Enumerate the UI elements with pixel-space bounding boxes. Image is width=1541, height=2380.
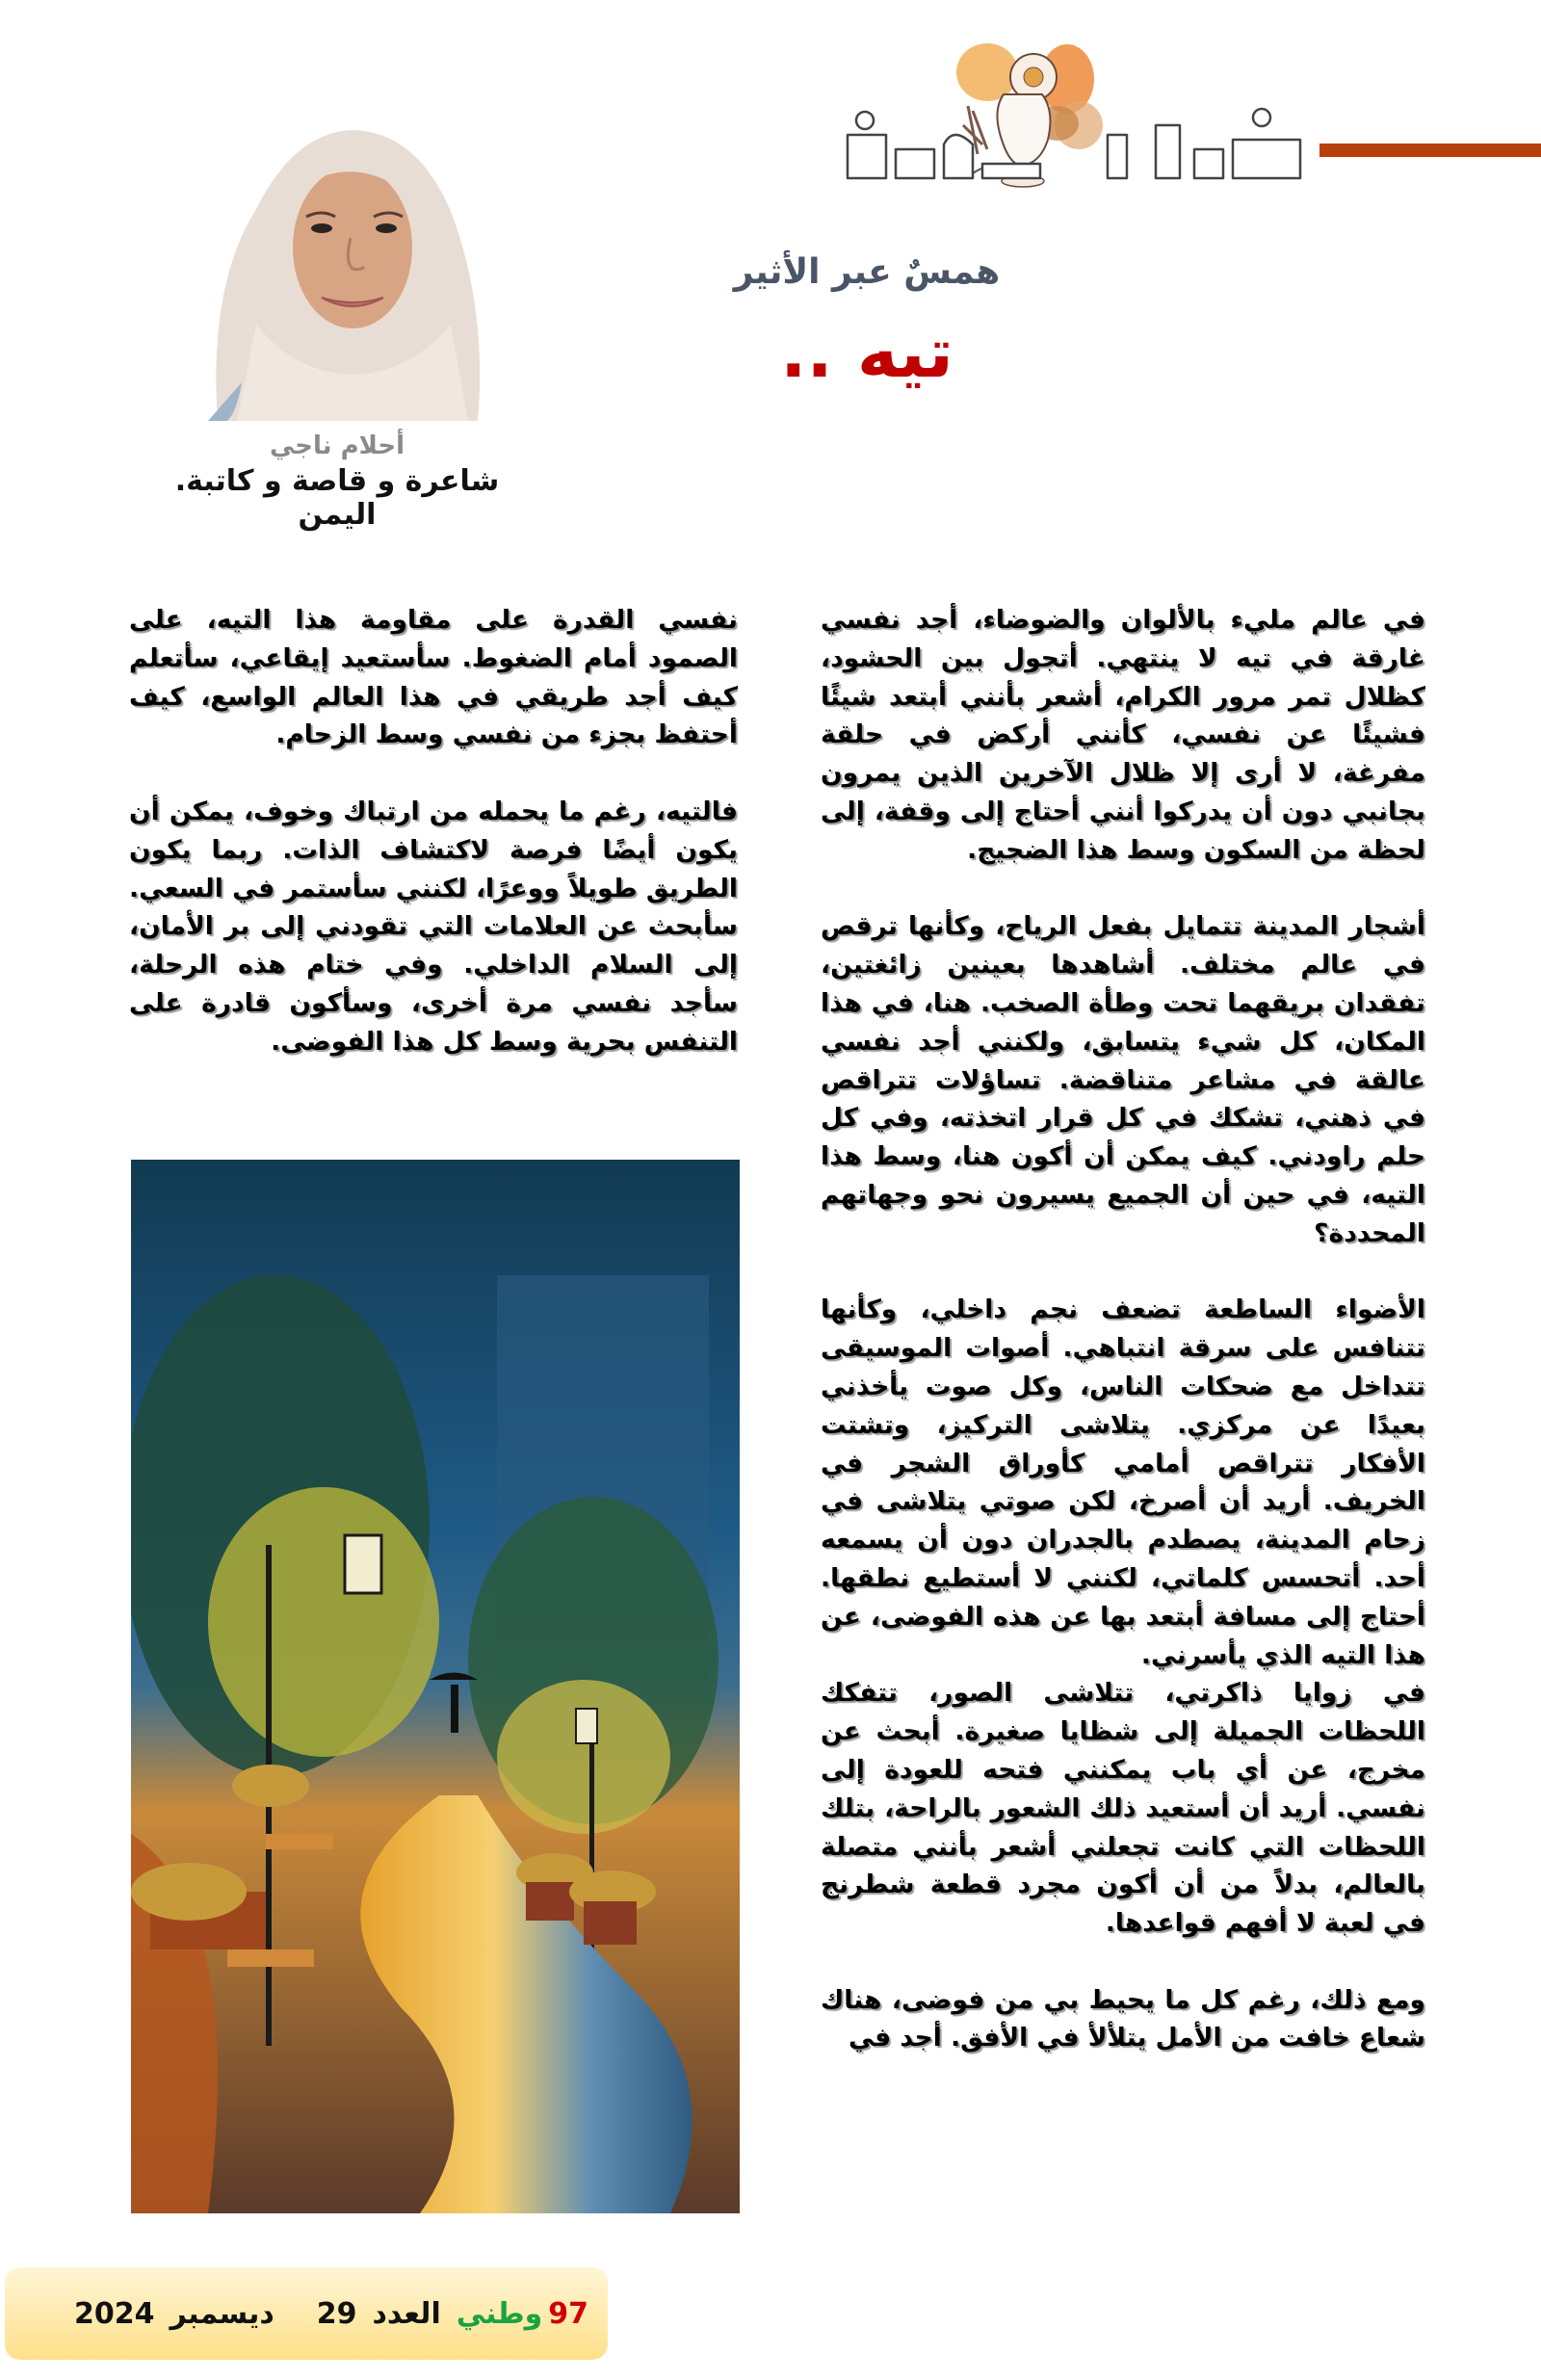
- issue-number: 29: [316, 2296, 357, 2331]
- author-photo: [198, 93, 487, 421]
- paragraph: في زوايا ذاكرتي، تتلاشى الصور، تتفكك اللحظات الجميلة إلى شظايا صغيرة. أبحث عن مخرج، عن أي باب يمكنني فتحه للعودة إلى نفسي. أريد أن أستعيد ذلك الشعور بالراحة، بتلك اللحظات التي كانت تجعلني أشعر بأنني متصلة بالعالم، بدلاً من أن أكون مجرد قطعة شطرنج في لعبة لا أفهم قواعدها.: [821, 1678, 1425, 1939]
- paragraph: ومع ذلك، رغم كل ما يحيط بي من فوضى، هناك شعاع خافت من الأمل يتلألأ في الأفق. أجد في: [821, 1984, 1425, 2053]
- article-column-left: [129, 601, 738, 1140]
- paragraph: في عالم مليء بالألوان والضوضاء، أجد نفسي غارقة في تيه لا ينتهي. أتجول بين الحشود، كظلال تمر مرور الكرام، أشعر بأنني أبتعد شيئًا فشيئًا عن نفسي، كأنني أركض في حلقة مفرغة، لا أرى إلا ظلال الآخرين الذين يمرون بجانبي دون أن يدركوا أنني أحتاج إلى وقفة، إلى لحظة من السكون وسط هذا الضجيج.: [821, 605, 1425, 865]
- section-logo-wordmark: [838, 106, 1339, 183]
- rainy-street-painting: [131, 1160, 740, 2213]
- article-title: تيه ..: [780, 312, 953, 393]
- issue-year: 2024: [74, 2296, 155, 2331]
- magazine-name: وطني: [456, 2296, 543, 2331]
- paragraph: فالتيه، رغم ما يحمله من ارتباك وخوف، يمكن أن يكون أيضًا فرصة لاكتشاف الذات. ربما يكون الطريق طويلاً ووعرًا، لكنني سأستمر في السعي. سأبحث عن العلامات التي تقودني إلى بر الأمان، إلى السلام الداخلي. وفي ختام هذه الرحلة، سأجد نفسي مرة أخرى، وسأكون قادرة على التنفس بحرية وسط كل هذا الفوضى.: [129, 796, 738, 1057]
- magazine-section-logo: [838, 19, 1339, 188]
- header-accent-bar: [1319, 144, 1541, 157]
- page-number: 97: [548, 2296, 588, 2331]
- author-name: أحلام ناجي: [269, 432, 405, 460]
- page-footer: [5, 2267, 608, 2360]
- footer-info: [74, 2267, 588, 2360]
- issue-label: العدد: [372, 2296, 441, 2331]
- article-column-right: [821, 601, 1425, 2238]
- section-title: همسٌ عبر الأثير: [733, 252, 1001, 292]
- paragraph: الأضواء الساطعة تضعف نجم داخلي، وكأنها تتنافس على سرقة انتباهي. أصوات الموسيقى تتداخل مع ضحكات الناس، وكل صوت يأخذني بعيدًا عن مركزي. يتلاشى التركيز، وتشتت الأفكار تتراقص أمامي كأوراق الشجر في الخريف. أريد أن أصرخ، لكن صوتي يتلاشى في زحام المدينة، يصطدم بالجدران دون أن يسمعه أحد. أتحسس كلماتي، لكنني لا أستطيع نطقها. أحتاج إلى مسافة أبتعد بها عن هذه الفوضى، عن هذا التيه الذي يأسرني.: [821, 1295, 1425, 1670]
- paragraph: أشجار المدينة تتمايل بفعل الرياح، وكأنها ترقص في عالم مختلف. أشاهدها بعينين زائغتين، تفقدان بريقهما تحت وطأة الصخب. هنا، في هذا المكان، كل شيء يتسابق، ولكنني أجد نفسي عالقة في مشاعر متناقضة. تساؤلات تتراقص في ذهني، تشكك في كل قرار اتخذته، وفي كل حلم راودني. كيف يمكن أن أكون هنا، وسط هذا التيه، في حين أن الجميع يسيرون نحو وجهاتهم المحددة؟: [821, 911, 1425, 1248]
- author-role: شاعرة و قاصة و كاتبة. اليمن: [174, 464, 500, 532]
- paragraph: نفسي القدرة على مقاومة هذا التيه، على الصمود أمام الضغوط. سأستعيد إيقاعي، سأتعلم كيف أجد طريقي في هذا العالم الواسع، كيف أحتفظ بجزء من نفسي وسط الزحام.: [129, 605, 738, 750]
- issue-month: ديسمبر: [170, 2296, 274, 2331]
